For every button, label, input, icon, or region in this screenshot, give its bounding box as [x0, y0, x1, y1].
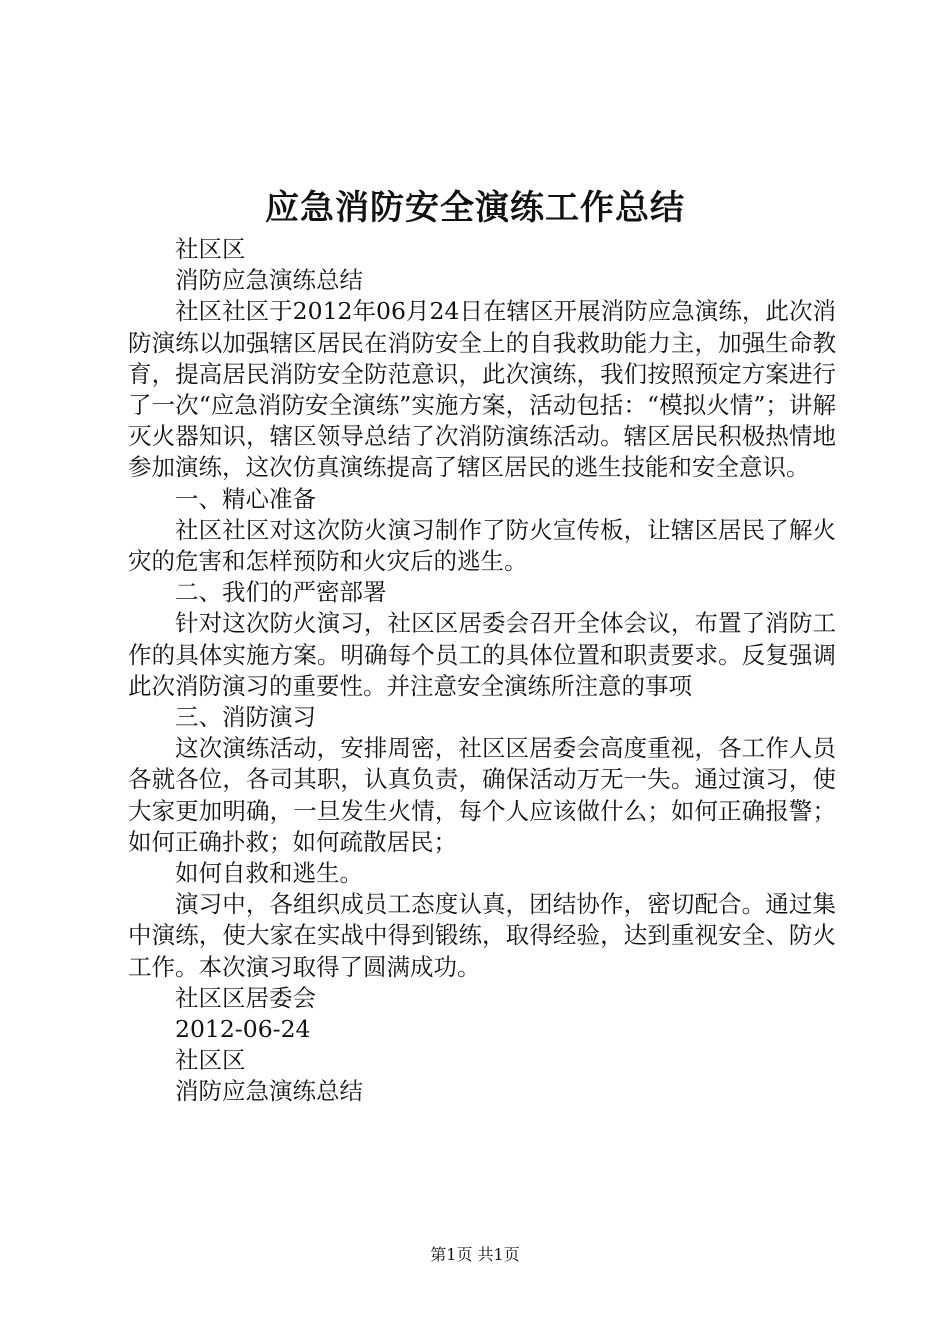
section-heading-3: 三、消防演习 — [175, 703, 316, 732]
section-heading-2: 二、我们的严密部署 — [175, 578, 387, 607]
paragraph-conclusion: 演习中，各组织成员工态度认真，团结协作，密切配合。通过集中演练，使大家在实战中得到锻练，取得经验，达到重视安全、防火工作。本次演习取得了圆满成功。 — [128, 890, 836, 981]
document-body — [128, 234, 836, 1108]
paragraph-org: 社区区 — [175, 235, 246, 263]
page-number-footer: 第1页 共1页 — [430, 1245, 520, 1264]
paragraph-subtitle: 消防应急演练总结 — [175, 266, 363, 295]
paragraph-subtitle-repeat: 消防应急演练总结 — [175, 1077, 363, 1106]
paragraph-org-repeat: 社区区 — [175, 1046, 246, 1075]
section-heading-1: 一、精心准备 — [175, 484, 316, 513]
document-title: 应急消防安全演练工作总结 — [265, 188, 685, 228]
signature-org: 社区区居委会 — [175, 983, 316, 1012]
paragraph-section-1: 社区社区对这次防火演习制作了防火宣传板，让辖区居民了解火灾的危害和怎样预防和火灾后的逃生。 — [128, 515, 836, 576]
paragraph-section-2: 针对这次防火演习，社区区居委会召开全体会议，布置了消防工作的具体实施方案。明确每个员工的具体位置和职责要求。反复强调此次消防演习的重要性。并注意安全演练所注意的事项 — [128, 609, 836, 700]
paragraph-intro: 社区社区于2012年06月24日在辖区开展消防应急演练，此次消防演练以加强辖区居民在消防安全上的自我救助能力主，加强生命教育，提高居民消防安全防范意识，此次演练，我们按照预定方案进行了一次“应急消防安全演练”实施方案，活动包括：“模拟火情”；讲解灭火器知识，辖区领导总结了次消防演练活动。辖区居民积极热情地参加演练，这次仿真演练提高了辖区居民的逃生技能和安全意识。 — [128, 297, 836, 482]
paragraph-section-3-cont: 如何自救和逃生。 — [175, 859, 363, 888]
paragraph-section-3: 这次演练活动，安排周密，社区区居委会高度重视，各工作人员各就各位，各司其职，认真负责，确保活动万无一失。通过演习，使大家更加明确，一旦发生火情，每个人应该做什么；如何正确报警；如何正确扑救；如何疏散居民； — [128, 734, 836, 856]
signature-date: 2012-06-24 — [175, 1015, 311, 1044]
